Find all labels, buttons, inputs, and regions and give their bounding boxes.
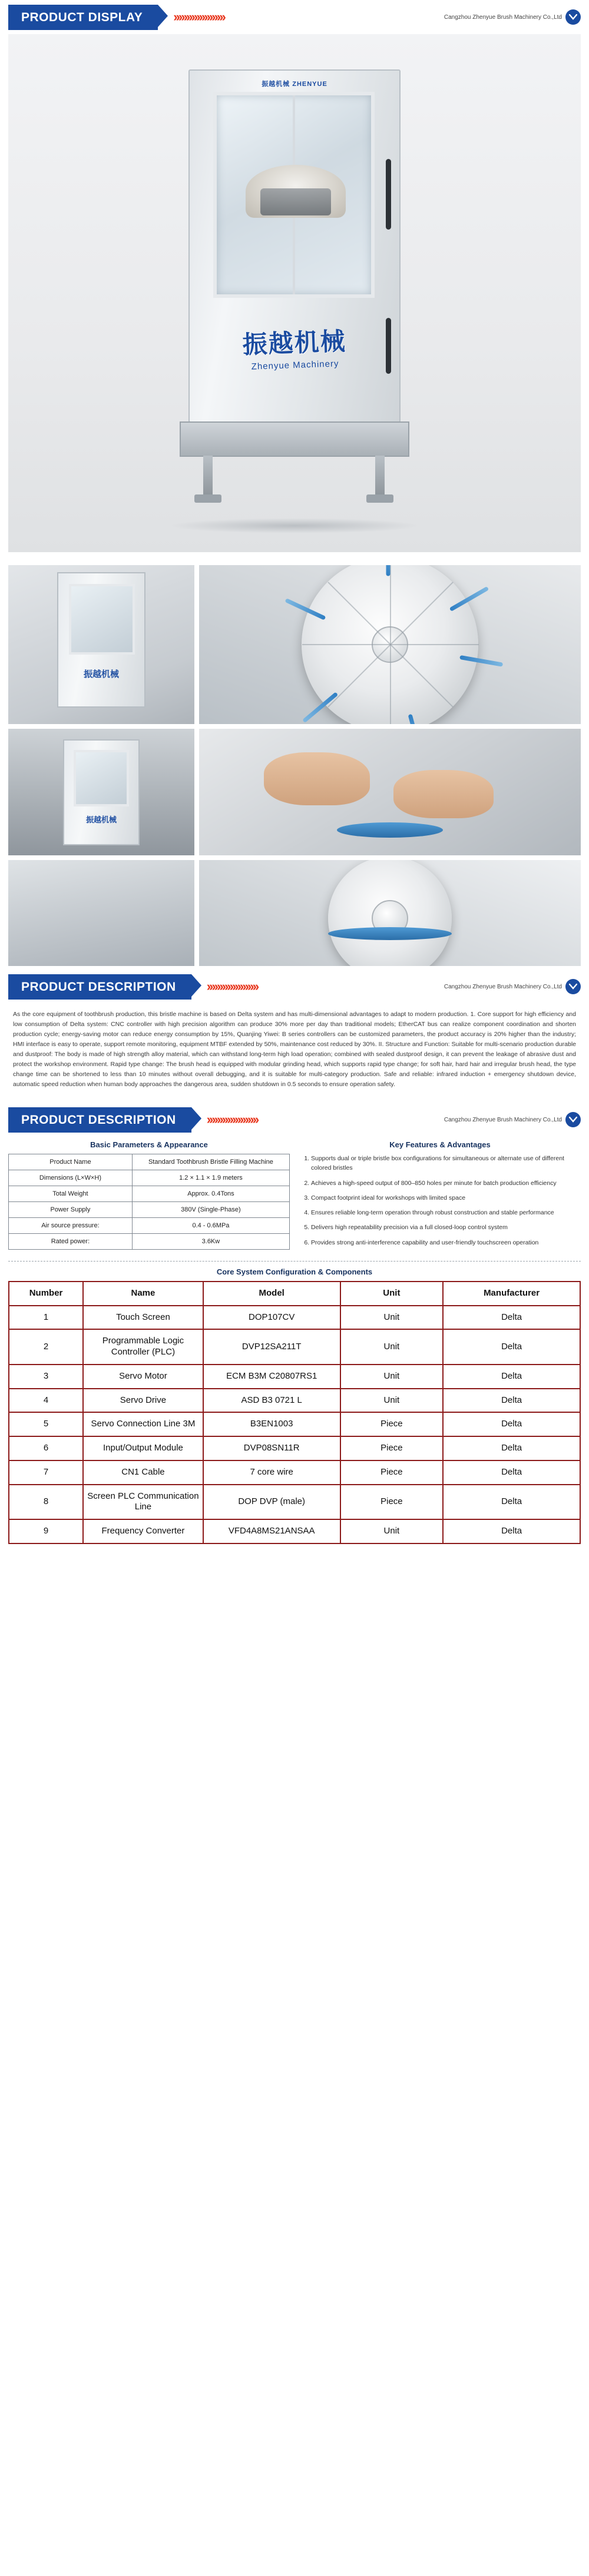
cell-unit: Piece xyxy=(340,1436,444,1460)
machine-foot-left xyxy=(194,494,221,503)
mini-machine-interior xyxy=(63,739,140,845)
param-key: Product Name xyxy=(9,1154,133,1170)
param-value: Standard Toothbrush Bristle Filling Machine xyxy=(132,1154,289,1170)
machine-leg-right xyxy=(375,456,385,497)
core-configuration-block xyxy=(8,1267,581,1544)
operator-hand-left xyxy=(264,752,370,805)
list-item: 5. Delivers high repeatability precision via a full closed-loop control system xyxy=(311,1223,578,1232)
chevron-decoration-icon: ›››››››››››››››››››› xyxy=(173,9,224,24)
core-configuration-table xyxy=(8,1281,581,1544)
cell-model: DVP12SA211T xyxy=(203,1329,340,1365)
photo-grid xyxy=(0,558,589,970)
chevron-decoration-icon: ›››››››››››››››››››› xyxy=(206,1112,258,1127)
cell-model: ASD B3 0721 L xyxy=(203,1389,340,1413)
cell-unit: Unit xyxy=(340,1306,444,1330)
table-row xyxy=(9,1389,580,1413)
machine-cabinet xyxy=(188,69,401,423)
param-value: 0.4 - 0.6MPa xyxy=(132,1218,289,1234)
cell-number: 3 xyxy=(9,1365,83,1389)
cell-number: 7 xyxy=(9,1460,83,1485)
list-item: 1. Supports dual or triple bristle box configurations for simultaneous or alternate use of different colored bristles xyxy=(311,1154,578,1173)
table-row xyxy=(9,1436,580,1460)
cell-name: Servo Connection Line 3M xyxy=(83,1412,203,1436)
mini-machine-brand: 振越机械 xyxy=(85,816,117,825)
cell-model: DOP DVP (male) xyxy=(203,1485,340,1520)
mini-machine-brand: 振越机械 xyxy=(83,669,120,679)
table-row xyxy=(9,1202,290,1218)
cell-name: Servo Drive xyxy=(83,1389,203,1413)
disc-spoke xyxy=(327,644,391,707)
param-value: Approx. 0.4Tons xyxy=(132,1186,289,1202)
table-row xyxy=(9,1365,580,1389)
basic-parameters-heading: Basic Parameters & Appearance xyxy=(90,1140,208,1149)
cell-manufacturer: Delta xyxy=(443,1389,580,1413)
param-key: Power Supply xyxy=(9,1202,133,1218)
blue-work-tray xyxy=(337,822,443,838)
brush-handle xyxy=(386,565,391,576)
cell-unit: Piece xyxy=(340,1460,444,1485)
brush-handle xyxy=(408,714,423,724)
hero-image xyxy=(0,34,589,558)
cell-manufacturer: Delta xyxy=(443,1436,580,1460)
brush-handle xyxy=(459,655,503,667)
machine-door-handle-lower xyxy=(386,318,391,374)
disc-spoke xyxy=(390,644,453,707)
cell-model: ECM B3M C20807RS1 xyxy=(203,1365,340,1389)
cell-model: DVP08SN11R xyxy=(203,1436,340,1460)
table-row xyxy=(9,1412,580,1436)
table-row xyxy=(9,1519,580,1543)
disc-spoke xyxy=(391,644,479,645)
mini-machine-illustration xyxy=(57,572,145,708)
company-name-label: Cangzhou Zhenyue Brush Machinery Co.,Ltd xyxy=(444,1116,562,1123)
section-title-product-display: PRODUCT DISPLAY xyxy=(8,5,158,30)
basic-parameters-block xyxy=(8,1138,290,1253)
cell-name: Touch Screen xyxy=(83,1306,203,1330)
column-header-name: Name xyxy=(83,1282,203,1306)
photo-operator-hands xyxy=(199,729,581,855)
chevron-decoration-icon: ›››››››››››››››››››› xyxy=(206,979,258,994)
param-value: 1.2 × 1.1 × 1.9 meters xyxy=(132,1170,289,1186)
column-header-manufacturer: Manufacturer xyxy=(443,1282,580,1306)
column-header-unit: Unit xyxy=(340,1282,444,1306)
cell-unit: Unit xyxy=(340,1519,444,1543)
list-item: 3. Compact footprint ideal for workshops with limited space xyxy=(311,1193,578,1203)
disc-spoke xyxy=(390,645,391,724)
core-configuration-heading: Core System Configuration & Components xyxy=(216,1267,373,1276)
blue-work-tray xyxy=(328,927,452,940)
photo-machine-front xyxy=(8,565,194,724)
disc-spoke xyxy=(390,582,453,645)
cell-model: 7 core wire xyxy=(203,1460,340,1485)
cell-name: CN1 Cable xyxy=(83,1460,203,1485)
cell-number: 1 xyxy=(9,1306,83,1330)
company-name-label: Cangzhou Zhenyue Brush Machinery Co.,Ltd xyxy=(444,14,562,21)
table-header-row xyxy=(9,1282,580,1306)
section-header-product-description xyxy=(8,970,581,1004)
cell-name: Frequency Converter xyxy=(83,1519,203,1543)
rotary-disc-closeup xyxy=(328,860,452,966)
cell-manufacturer: Delta xyxy=(443,1460,580,1485)
disc-spoke xyxy=(390,565,391,645)
cell-number: 2 xyxy=(9,1329,83,1365)
cell-number: 5 xyxy=(9,1412,83,1436)
machine-internal-base xyxy=(260,188,331,215)
photo-machine-interior xyxy=(8,729,194,855)
param-value: 3.6Kw xyxy=(132,1234,289,1250)
cell-name: Input/Output Module xyxy=(83,1436,203,1460)
cell-unit: Unit xyxy=(340,1365,444,1389)
rotary-disc xyxy=(302,565,478,724)
column-header-model: Model xyxy=(203,1282,340,1306)
cell-model: VFD4A8MS21ANSAA xyxy=(203,1519,340,1543)
machine-top-logo: 振越机械 ZHENYUE xyxy=(262,81,327,88)
key-features-list xyxy=(299,1154,581,1247)
cell-name: Programmable Logic Controller (PLC) xyxy=(83,1329,203,1365)
machine-illustration xyxy=(156,69,433,517)
brush-handle xyxy=(284,598,326,620)
machine-brand-mark xyxy=(242,322,348,372)
chevron-down-icon xyxy=(565,1112,581,1127)
cell-unit: Piece xyxy=(340,1412,444,1436)
machine-base xyxy=(180,421,409,457)
cell-model: B3EN1003 xyxy=(203,1412,340,1436)
section-header-product-display xyxy=(8,0,581,34)
product-description-text: As the core equipment of toothbrush production, this bristle machine is based on Delta system and has multi-dimensional advantages to adapt to modern production. 1. Core support for high efficiency and low consumption of Delta system: CNC controller with high precision algorithm can produce 30% more per day than traditional models; EtherCAT bus can realize component coordination and shorten production cycle; energy-saving motor can reduce energy consumption by 15%, Quanjing Yiwei: B series controllers can be customized parameters, the product accuracy is 20% higher than the industry; HMI interface is easy to operate, support remote monitoring, equipment MTBF extended by 50%, maintenance cost reduced by 30%. II. Structure and Function: Suitable for multi-scenario production durable and dustproof: The body is made of high strength alloy material, which can withstand long-term high load operation; combined with sealed dustproof design, it can prevent the leakage of abrasive dust and protect the workshop environment. Rapid type change: The brush head is equipped with modular grinding head, which supports rapid type change; for soft hair, hard hair and irregular brush head, the type change time can be shortened to less than 10 minutes without overall debugging, and it is suitable for multi-category production. Safe and reliable: infrared induction + emergency shutdown device, automatic speed reduction when human body approaches the dangerous area, sudden shutdown in 0.5 seconds to ensure operation safety. xyxy=(13,1011,576,1088)
divider xyxy=(8,1261,581,1262)
table-row xyxy=(9,1154,290,1170)
cell-manufacturer: Delta xyxy=(443,1412,580,1436)
param-key: Rated power: xyxy=(9,1234,133,1250)
cell-number: 4 xyxy=(9,1389,83,1413)
cell-unit: Unit xyxy=(340,1389,444,1413)
spec-two-column xyxy=(8,1138,581,1253)
table-row xyxy=(9,1485,580,1520)
section-title-product-description: PRODUCT DESCRIPTION xyxy=(8,974,191,1000)
key-features-heading: Key Features & Advantages xyxy=(389,1140,491,1149)
photo-rotary-disc-top xyxy=(199,565,581,724)
cell-number: 9 xyxy=(9,1519,83,1543)
cell-unit: Unit xyxy=(340,1329,444,1365)
cell-manufacturer: Delta xyxy=(443,1485,580,1520)
list-item: 4. Ensures reliable long-term operation through robust construction and stable performance xyxy=(311,1208,578,1217)
cell-unit: Piece xyxy=(340,1485,444,1520)
floor-shadow xyxy=(168,518,421,533)
cell-model: DOP107CV xyxy=(203,1306,340,1330)
param-key: Air source pressure: xyxy=(9,1218,133,1234)
disc-spoke xyxy=(327,582,391,645)
cell-number: 6 xyxy=(9,1436,83,1460)
cell-manufacturer: Delta xyxy=(443,1306,580,1330)
column-header-number: Number xyxy=(9,1282,83,1306)
brand-name-en: Zhenyue Machinery xyxy=(251,358,339,372)
machine-door-handle-upper xyxy=(386,159,391,230)
table-row xyxy=(9,1306,580,1330)
company-name-label: Cangzhou Zhenyue Brush Machinery Co.,Ltd xyxy=(444,983,562,990)
brush-handle xyxy=(449,586,489,612)
cell-name: Screen PLC Communication Line xyxy=(83,1485,203,1520)
mini-machine-glass xyxy=(69,584,135,655)
hero-image-canvas xyxy=(8,34,581,552)
mini-machine-glass xyxy=(74,750,129,806)
chevron-down-icon xyxy=(565,9,581,25)
table-row xyxy=(9,1234,290,1250)
chevron-down-icon xyxy=(565,979,581,994)
key-features-block xyxy=(299,1138,581,1253)
brush-handle xyxy=(302,692,338,723)
photo-disc-closeup xyxy=(199,860,581,966)
table-row xyxy=(9,1170,290,1186)
operator-hand-right xyxy=(393,770,494,818)
photo-machine-panel xyxy=(8,860,194,966)
cell-name: Servo Motor xyxy=(83,1365,203,1389)
section-header-product-description-2 xyxy=(8,1103,581,1137)
table-row xyxy=(9,1186,290,1202)
table-row xyxy=(9,1460,580,1485)
section-title-product-description-2: PRODUCT DESCRIPTION xyxy=(8,1107,191,1133)
table-row xyxy=(9,1218,290,1234)
list-item: 6. Provides strong anti-interference capability and user-friendly touchscreen operation xyxy=(311,1238,578,1247)
basic-parameters-table xyxy=(8,1154,290,1250)
cell-manufacturer: Delta xyxy=(443,1329,580,1365)
param-key: Dimensions (L×W×H) xyxy=(9,1170,133,1186)
cell-number: 8 xyxy=(9,1485,83,1520)
brand-name-cn: 振越机械 xyxy=(241,326,347,360)
param-key: Total Weight xyxy=(9,1186,133,1202)
cell-manufacturer: Delta xyxy=(443,1519,580,1543)
machine-leg-left xyxy=(203,456,213,497)
disc-spoke xyxy=(302,644,391,645)
list-item: 2. Achieves a high-speed output of 800–850 holes per minute for batch production efficiency xyxy=(311,1179,578,1188)
param-value: 380V (Single-Phase) xyxy=(132,1202,289,1218)
cell-manufacturer: Delta xyxy=(443,1365,580,1389)
table-row xyxy=(9,1329,580,1365)
machine-foot-right xyxy=(366,494,393,503)
